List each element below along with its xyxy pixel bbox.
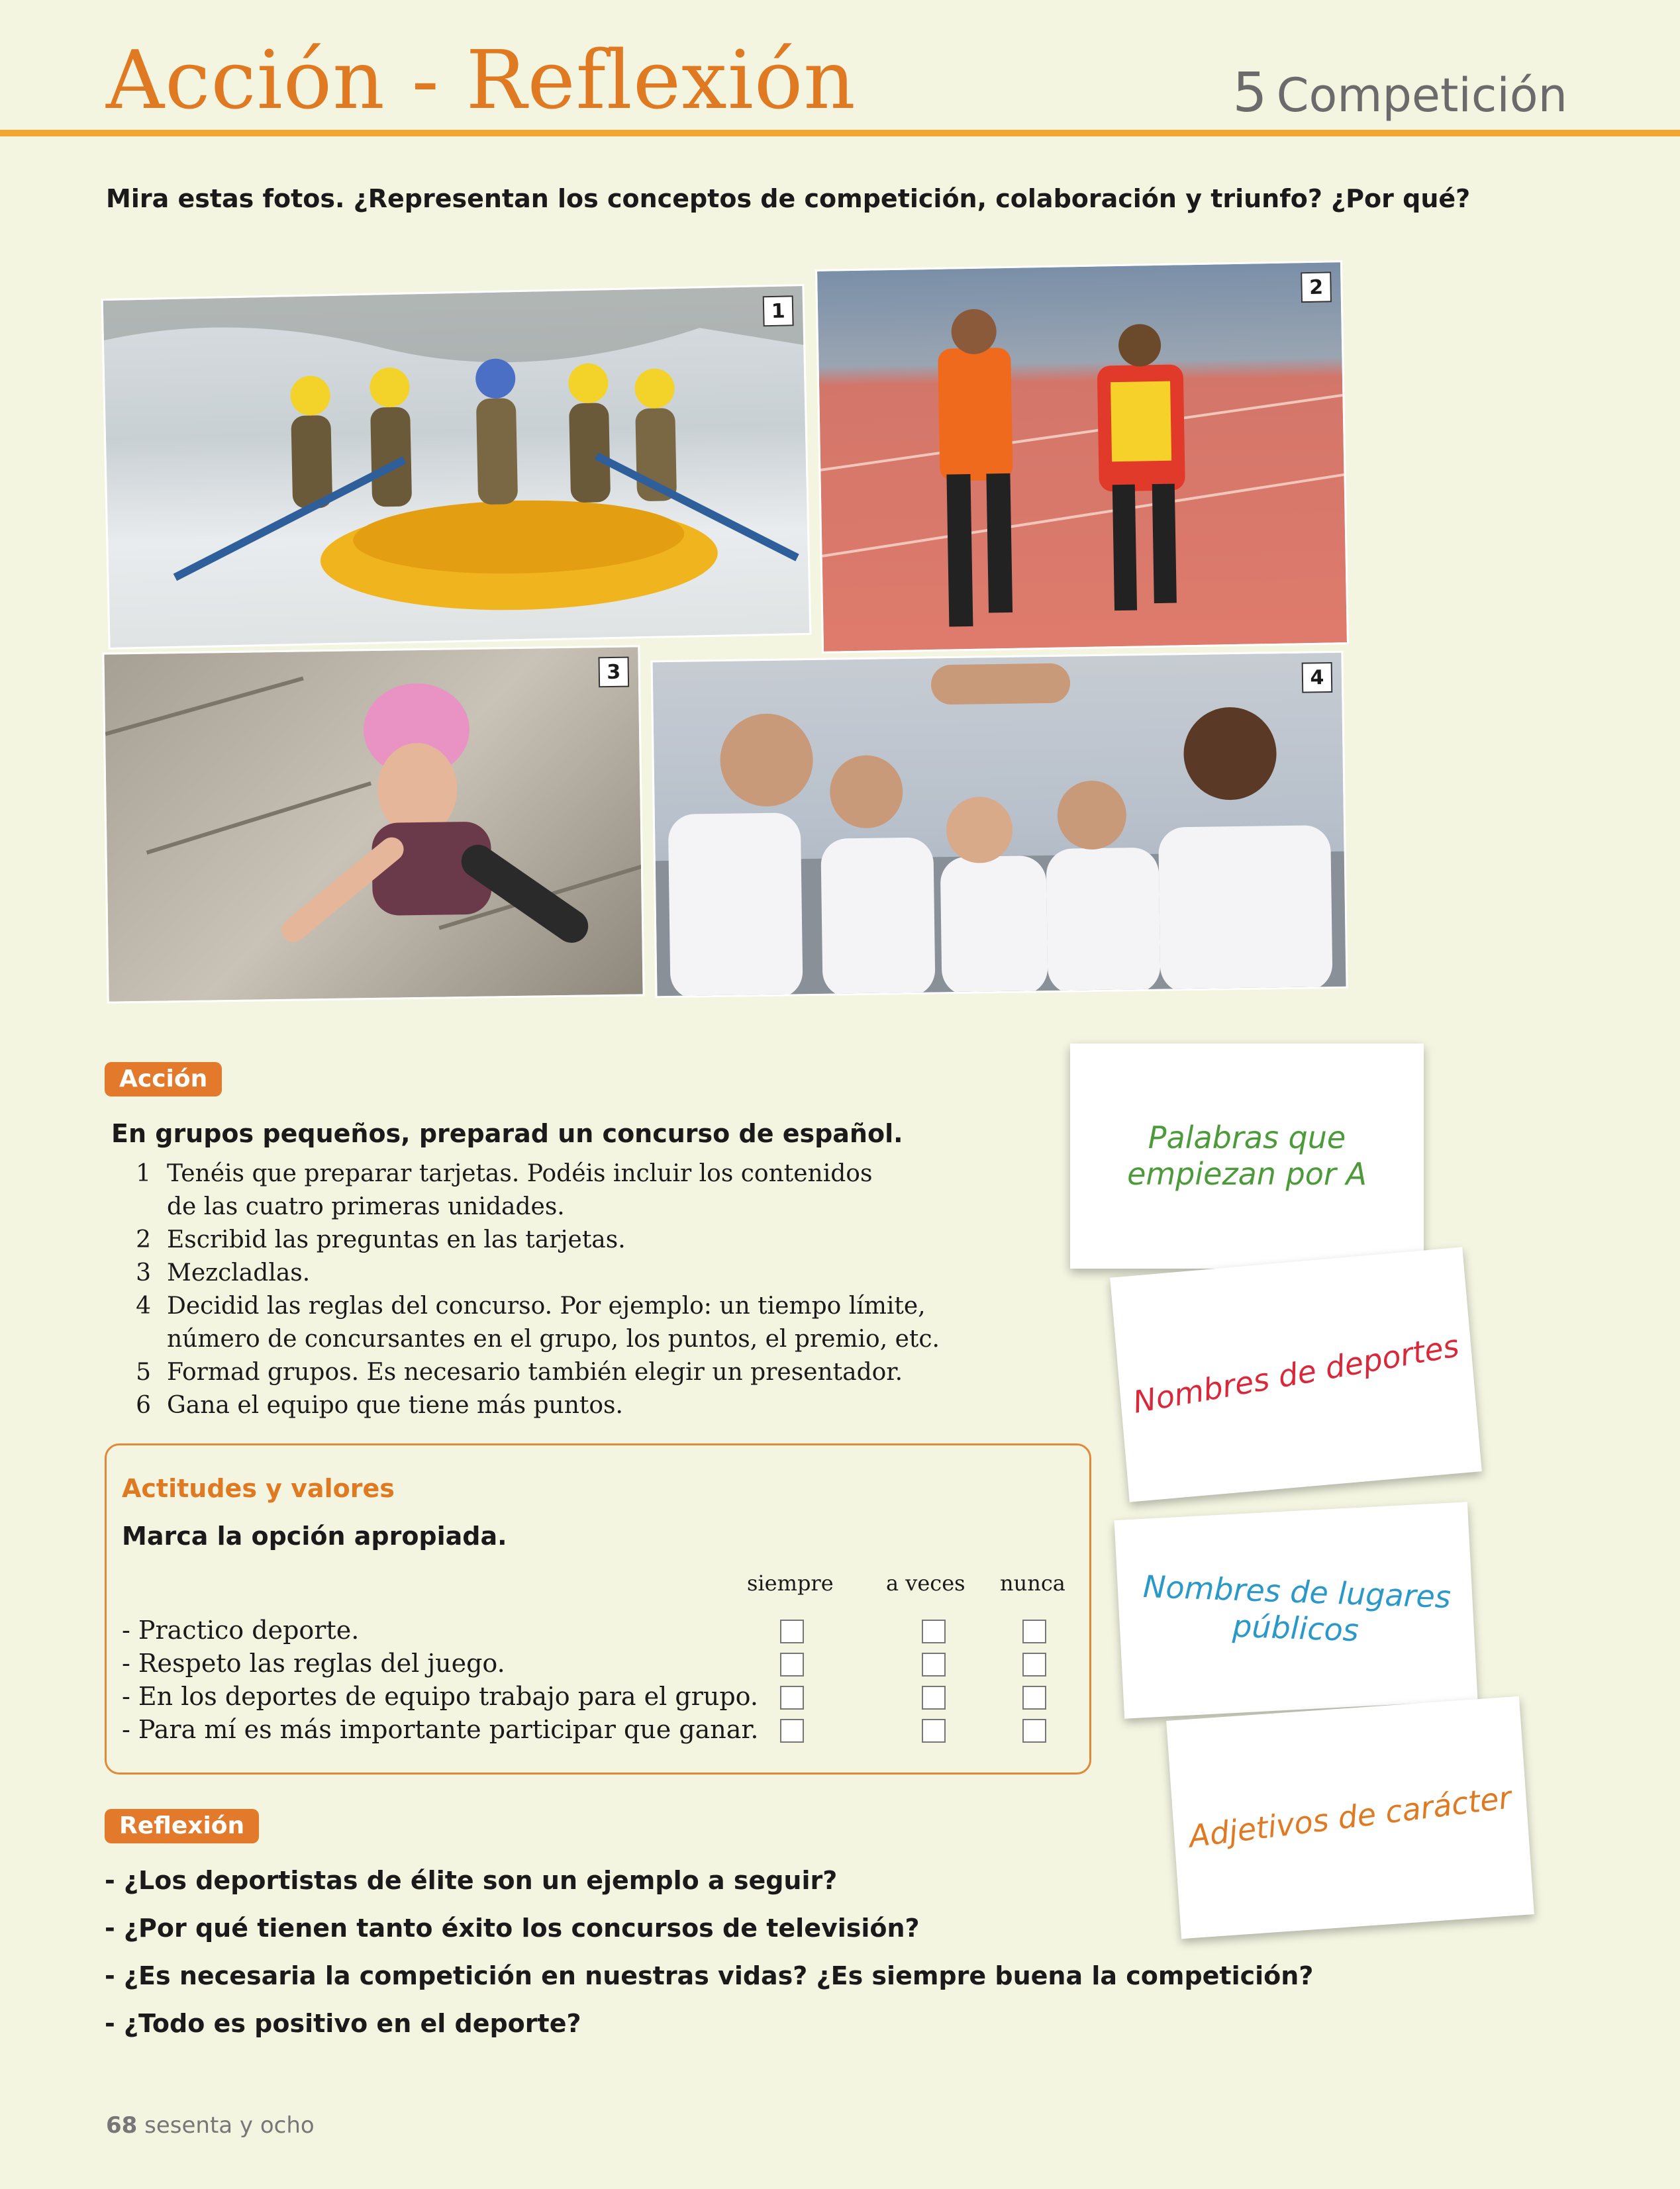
rafting-illustration — [103, 286, 812, 650]
photo-climbing — [102, 645, 644, 1003]
checkbox-r2-a-veces[interactable] — [922, 1653, 946, 1677]
photo-prompt: Mira estas fotos. ¿Representan los conceptos de competición, colaboración y triunfo? ¿Por qué? — [106, 184, 1471, 213]
checkbox-r3-siempre[interactable] — [780, 1686, 804, 1710]
actitud-row-4: - Para mí es más importante participar que ganar. — [122, 1715, 759, 1744]
checkbox-r3-nunca[interactable] — [1022, 1686, 1046, 1710]
photo-badge-4: 4 — [1302, 662, 1333, 693]
checkbox-r4-a-veces[interactable] — [922, 1719, 946, 1743]
column-siempre: siempre — [747, 1571, 834, 1596]
photo-badge-3: 3 — [599, 657, 630, 688]
actitud-row-1: - Practico deporte. — [122, 1616, 360, 1645]
step-item: 5 Formad grupos. Es necesario también elegir un presentador. — [136, 1359, 903, 1386]
running-illustration — [817, 262, 1349, 654]
checkbox-r1-siempre[interactable] — [780, 1620, 804, 1643]
unit-name: Competición — [1276, 68, 1567, 122]
photo-team — [650, 651, 1348, 998]
checkbox-r2-nunca[interactable] — [1022, 1653, 1046, 1677]
reflexion-question-2: - ¿Por qué tienen tanto éxito los concursos de televisión? — [105, 1914, 920, 1943]
step-item: 1 Tenéis que preparar tarjetas. Podéis incluir los contenidos de las cuatro primeras unidades. — [136, 1160, 873, 1220]
step-item: 4 Decidid las reglas del concurso. Por ejemplo: un tiempo límite, número de concursantes en el grupo, los puntos, el premio, etc. — [136, 1292, 940, 1353]
actitudes-question: Marca la opción apropiada. — [122, 1522, 507, 1551]
actitudes-heading: Actitudes y valores — [122, 1474, 395, 1503]
photo-badge-1: 1 — [763, 295, 794, 326]
unit-number: 5 — [1232, 62, 1267, 124]
unit-label — [1232, 62, 1567, 124]
card-lugares-publicos: Nombres de lugares públicos — [1114, 1502, 1478, 1719]
team-illustration — [653, 653, 1348, 998]
checkbox-r1-nunca[interactable] — [1022, 1620, 1046, 1643]
actitud-row-3: - En los deportes de equipo trabajo para el grupo. — [122, 1682, 758, 1711]
accion-steps — [131, 1157, 992, 1422]
card-palabras-a: Palabras que empiezan por A — [1070, 1044, 1424, 1269]
card-nombres-deportes: Nombres de deportes — [1110, 1247, 1482, 1502]
accion-tag: Acción — [105, 1062, 222, 1096]
reflexion-question-3: - ¿Es necesaria la competición en nuestras vidas? ¿Es siempre buena la competición? — [105, 1961, 1314, 1990]
reflexion-question-1: - ¿Los deportistas de élite son un ejemplo a seguir? — [105, 1866, 838, 1895]
column-nunca: nunca — [1000, 1571, 1065, 1596]
accion-instruction: En grupos pequeños, preparad un concurso de español. — [111, 1119, 903, 1148]
reflexion-question-4: - ¿Todo es positivo en el deporte? — [105, 2009, 581, 2038]
actitud-row-2: - Respeto las reglas del juego. — [122, 1649, 505, 1678]
step-item: 2 Escribid las preguntas en las tarjetas. — [136, 1226, 626, 1253]
step-item: 6 Gana el equipo que tiene más puntos. — [136, 1392, 623, 1419]
step-item: 3 Mezcladlas. — [136, 1259, 311, 1287]
checkbox-r2-siempre[interactable] — [780, 1653, 804, 1677]
checkbox-r1-a-veces[interactable] — [922, 1620, 946, 1643]
photo-rafting — [101, 284, 812, 650]
reflexion-tag: Reflexión — [105, 1809, 259, 1843]
column-a-veces: a veces — [886, 1571, 965, 1596]
photo-badge-2: 2 — [1301, 271, 1332, 303]
photo-running — [815, 260, 1349, 654]
header-rule — [0, 130, 1680, 136]
checkbox-r4-siempre[interactable] — [780, 1719, 804, 1743]
checkbox-r4-nunca[interactable] — [1022, 1719, 1046, 1743]
page-number-words: sesenta y ocho — [144, 2112, 315, 2139]
checkbox-r3-a-veces[interactable] — [922, 1686, 946, 1710]
page-title: Acción - Reflexión — [106, 33, 856, 127]
climbing-illustration — [104, 647, 644, 1003]
page-footer — [106, 2112, 315, 2139]
card-adjetivos-caracter: Adjetivos de carácter — [1166, 1696, 1534, 1939]
page-number: 68 — [106, 2112, 138, 2139]
